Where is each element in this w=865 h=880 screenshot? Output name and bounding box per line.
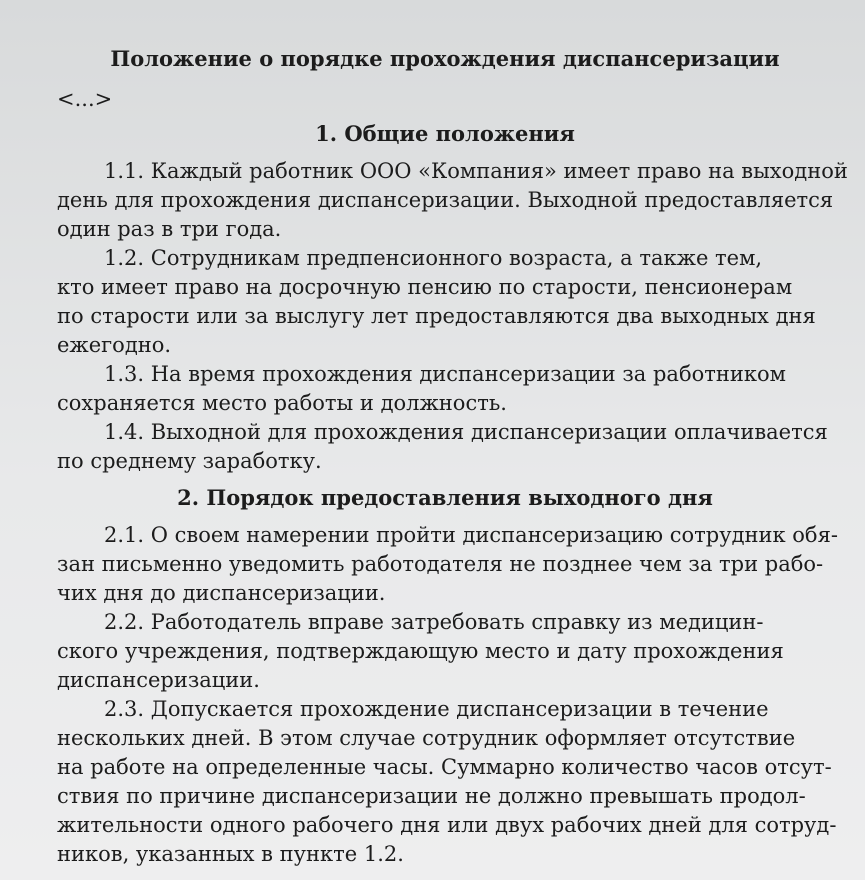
document-title: Положение о порядке прохождения диспансеризации [110, 46, 780, 71]
omission-marker: <...> [57, 87, 113, 111]
text-line: 2.3. Допускается прохождение диспансеризации в течение [104, 697, 769, 721]
text-line: по среднему заработку. [57, 449, 322, 473]
text-line: 1.3. На время прохождения диспансеризации за работником [104, 362, 786, 386]
text-line: диспансеризации. [57, 668, 260, 692]
text-line: ского учреждения, подтверждающую место и дату прохождения [57, 639, 784, 663]
text-line: нескольких дней. В этом случае сотрудник оформляет отсутствие [57, 726, 796, 750]
text-line: ствия по причине диспансеризации не должно превышать продол- [57, 784, 806, 808]
text-line: на работе на определенные часы. Суммарно количество часов отсут- [57, 755, 832, 779]
paragraph-2-3 [57, 695, 857, 869]
section-heading-procedure: 2. Порядок предоставления выходного дня [177, 485, 713, 510]
paragraph-1-4 [57, 418, 857, 476]
text-line: зан письменно уведомить работодателя не позднее чем за три рабо- [57, 552, 824, 576]
text-line: чих дня до диспансеризации. [57, 581, 386, 605]
text-line: жительности одного рабочего дня или двух рабочих дней для сотруд- [57, 813, 837, 837]
paragraph-1-3 [57, 360, 857, 418]
text-line: один раз в три года. [57, 217, 282, 241]
paragraph-1-1 [57, 157, 857, 244]
text-line: 1.4. Выходной для прохождения диспансеризации оплачивается [104, 420, 828, 444]
text-line: 1.1. Каждый работник ООО «Компания» имеет право на выходной [104, 159, 848, 183]
text-line: 2.2. Работодатель вправе затребовать справку из медицин- [104, 610, 764, 634]
section-heading-general: 1. Общие положения [315, 121, 575, 146]
paragraph-2-2 [57, 608, 857, 695]
paragraph-2-1 [57, 521, 857, 608]
text-line: день для прохождения диспансеризации. Выходной предоставляется [57, 188, 834, 212]
text-line: сохраняется место работы и должность. [57, 391, 507, 415]
text-line: ников, указанных в пункте 1.2. [57, 842, 404, 866]
text-line: кто имеет право на досрочную пенсию по старости, пенсионерам [57, 275, 793, 299]
paragraph-1-2 [57, 244, 857, 360]
text-line: 2.1. О своем намерении пройти диспансеризацию сотрудник обя- [104, 523, 838, 547]
text-line: 1.2. Сотрудникам предпенсионного возраста, а также тем, [104, 246, 763, 270]
text-line: по старости или за выслугу лет предоставляются два выходных дня [57, 304, 816, 328]
text-line: ежегодно. [57, 333, 172, 357]
